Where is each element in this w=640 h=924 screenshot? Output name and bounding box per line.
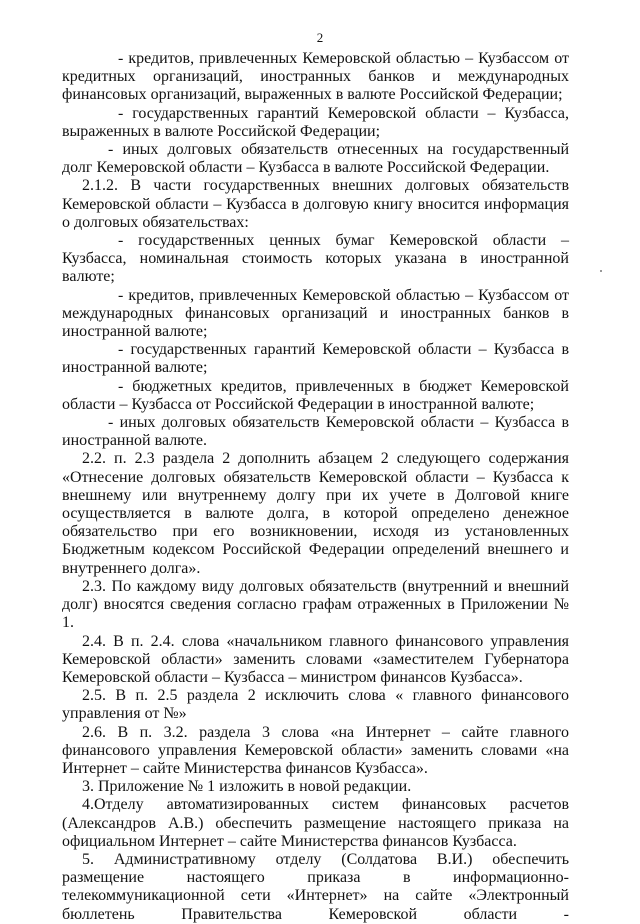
paragraph: 2.2. п. 2.3 раздела 2 дополнить абзацем 2 следующего содержания «Отнесение долговых обязательств Кемеровской области – Кузбасса к внешнему или внутреннему долгу при их учете в Долговой книге осуществляется в валюте долга, в которой определено денежное обязательство при его возникновении, исходя из установленных Бюджетным кодексом Российской Федерации определений внешнего и внутреннего долга». <box>62 450 569 577</box>
paragraph: 2.1.2. В части государственных внешних долговых обязательств Кемеровской области – Кузбасса в долговую книгу вносится информация о долговых обязательствах: <box>62 177 569 231</box>
paragraph: - государственных ценных бумаг Кемеровской области – Кузбасса, номинальная стоимость которых указана в иностранной валюте; <box>62 232 569 286</box>
paragraph: - кредитов, привлеченных Кемеровской областью – Кузбассом от международных финансовых организаций и иностранных банков в иностранной валюте; <box>62 286 569 341</box>
paragraph: 2.5. В п. 2.5 раздела 2 исключить слова « главного финансового управления от №» <box>62 687 569 723</box>
paragraph: - иных долговых обязательств отнесенных на государственный долг Кемеровской области – Кузбасса в валюте Российской Федерации. <box>62 141 569 177</box>
document-body <box>62 50 569 924</box>
paragraph: - государственных гарантий Кемеровской области – Кузбасса в иностранной валюте; <box>62 341 569 377</box>
paragraph: 2.6. В п. 3.2. раздела 3 слова «на Интернет – сайте главного финансового управления Кемеровской области» заменить словами «на Интернет – сайте Министерства финансов Кузбасса». <box>62 723 569 777</box>
scan-speck <box>600 270 602 272</box>
paragraph: 3. Приложение № 1 изложить в новой редакции. <box>82 778 412 796</box>
paragraph: - государственных гарантий Кемеровской области – Кузбасса, выраженных в валюте Российской Федерации; <box>62 104 569 140</box>
paragraph: - бюджетных кредитов, привлеченных в бюджет Кемеровской области – Кузбасса от Российской Федерации в иностранной валюте; <box>62 377 569 413</box>
page-number: 2 <box>316 30 324 45</box>
paragraph: 2.3. По каждому виду долговых обязательств (внутренний и внешний долг) вносятся сведения согласно графам отраженных в Приложении № 1. <box>62 577 569 632</box>
paragraph: 5. Административному отделу (Солдатова В.И.) обеспечить размещение настоящего приказа в информационно-телекоммуникационной сети «Интернет» на сайте «Электронный бюллетень Правительства Кемеровской области - <box>62 850 569 923</box>
paragraph: 2.4. В п. 2.4. слова «начальником главного финансового управления Кемеровской области» заменить словами «заместителем Губернатора Кемеровской области – Кузбасса – министром финансов Кузбасса». <box>62 632 569 686</box>
paragraph: - иных долговых обязательств Кемеровской области – Кузбасса в иностранной валюте. <box>62 414 569 450</box>
paragraph: 4.Отделу автоматизированных систем финансовых расчетов (Александров А.В.) обеспечить размещение настоящего приказа на официальном Интернет – сайте Министерства финансов Кузбасса. <box>62 796 569 850</box>
paragraph: - кредитов, привлеченных Кемеровской областью – Кузбассом от кредитных организаций, иностранных банков и международных финансовых организаций, выраженных в валюте Российской Федерации; <box>62 50 569 104</box>
